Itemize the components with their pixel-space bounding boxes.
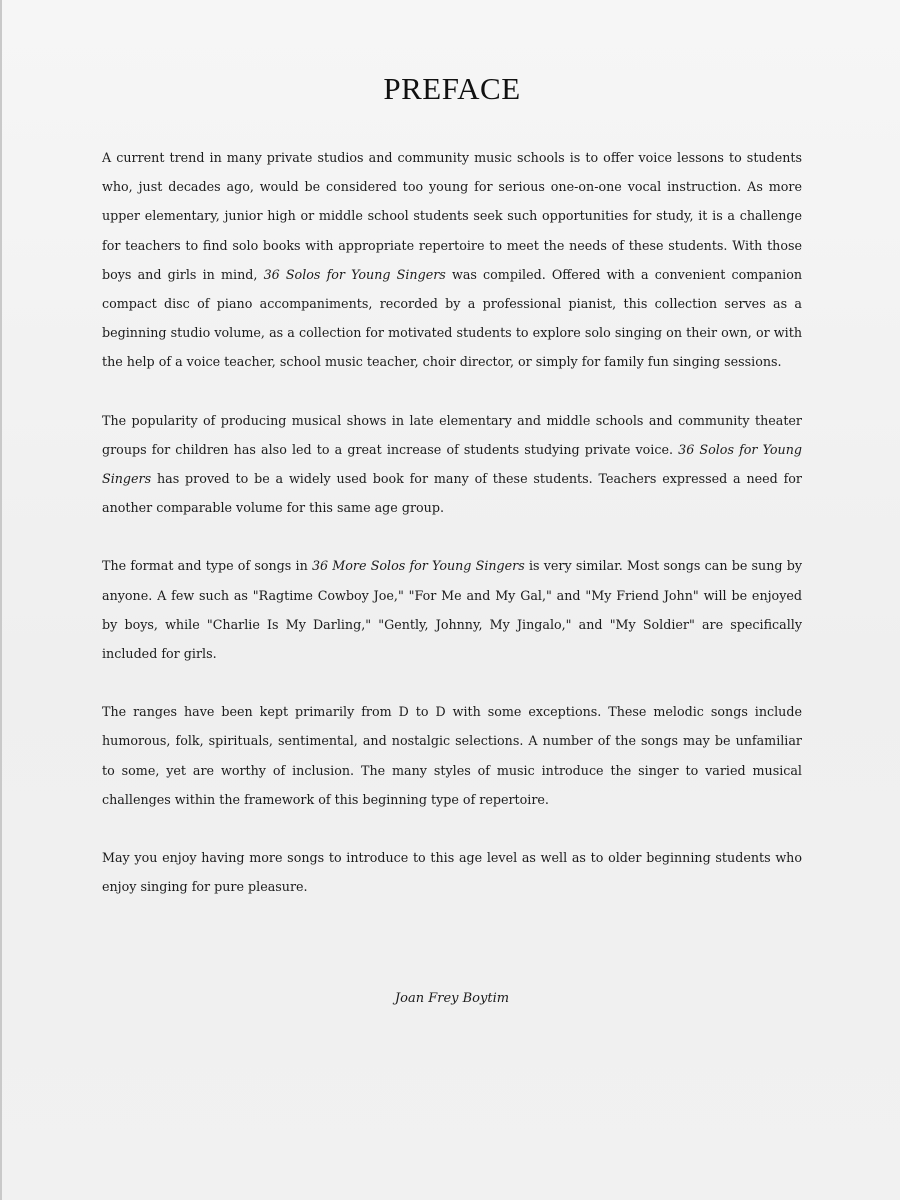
paragraph-3-text-b: is very similar. Most songs can be sung by anyone. A few such as "Ragtime Cowboy Joe," "For Me and My Gal," and "My Friend John" will be enjoyed by boys, while "Charlie Is My Darling," "Gently, Johnny, My Jingalo," and "My Soldier" are specifically included for girls. (102, 558, 802, 662)
paragraph-3 (102, 551, 802, 668)
paragraph-1 (102, 143, 802, 377)
paragraph-2-text-a: The popularity of producing musical shows in late elementary and middle schools and community theater groups for children has also led to a great increase of students studying private voice. (102, 412, 802, 457)
paragraph-1-text-b: was compiled. Offered with a convenient companion compact disc of piano accompaniments, recorded by a professional pianist, this collection serves as a beginning studio volume, as a collection for motivated students to explore solo singing on their own, or with the help of a voice teacher, school music teacher, choir director, or simply for family fun singing sessions. (102, 266, 803, 370)
book-title-italic: 36 More Solos for Young Singers (311, 558, 525, 574)
paragraph-5: May you enjoy having more songs to introduce to this age level as well as to older beginning students who enjoy singing for pure pleasure. (102, 850, 802, 895)
author-signature: Joan Frey Boytim (394, 991, 510, 1006)
book-title-italic: 36 Solos for Young Singers (102, 441, 802, 487)
paragraph-3-text-a: The format and type of songs in (102, 558, 312, 574)
paragraph-2 (102, 406, 802, 523)
paragraph-4: The ranges have been kept primarily from D to D with some exceptions. These melodic songs include humorous, folk, spirituals, sentimental, and nostalgic selections. A number of the songs may be unfamiliar to some, yet are worthy of inclusion. The many styles of music introduce the singer to varied musical challenges within the framework of this beginning type of repertoire. (102, 704, 802, 807)
book-title-italic: 36 Solos for Young Singers (263, 266, 446, 282)
preface-body (102, 143, 802, 930)
paragraph-2-text-b: has proved to be a widely used book for many of these students. Teachers expressed a need for another comparable volume for this same age group. (102, 471, 802, 516)
page-title: PREFACE (383, 71, 521, 106)
paragraph-1-text-a: A current trend in many private studios and community music schools is to offer voice lessons to students who, just decades ago, would be considered too young for serious one-on-one vocal instruction. As more upper elementary, junior high or middle school students seek such opportunities for study, it is a challenge for teachers to find solo books with appropriate repertoire to meet the needs of these students. With those boys and girls in mind, (102, 150, 802, 282)
